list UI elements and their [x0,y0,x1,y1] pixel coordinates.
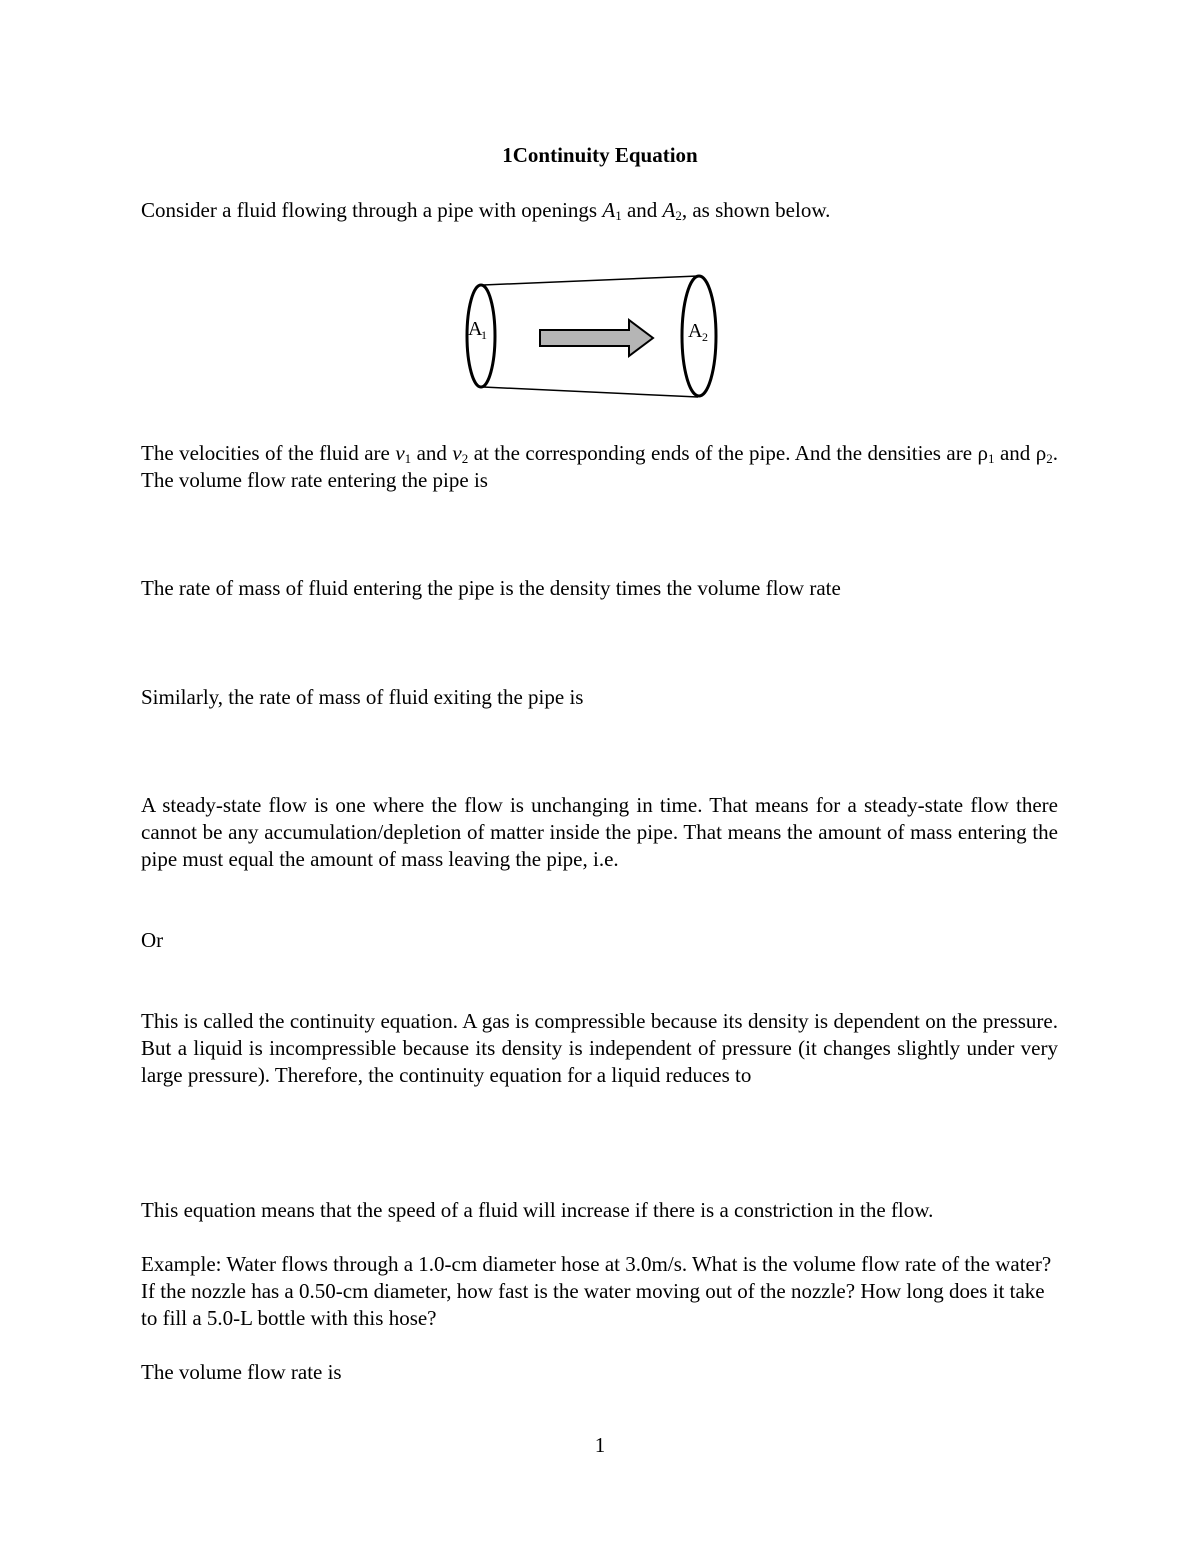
intro-text-and: and [621,198,663,222]
page-number: 1 [594,1433,606,1457]
velocities-text-3: at the corresponding ends of the pipe. And the densities are [468,441,978,465]
var-rho2-subscript: 2 [1046,451,1053,466]
page-title: 1Continuity Equation [502,143,698,167]
speed-paragraph: This equation means that the speed of a fluid will increase if there is a constriction in the flow. [141,1198,934,1222]
label-a1: A [468,318,483,340]
intro-paragraph [141,197,1058,224]
velocities-text-2: and [411,441,453,465]
volume-flow-paragraph: The volume flow rate is [141,1360,342,1384]
var-rho2: ρ [1035,441,1047,465]
continuity-paragraph: This is called the continuity equation. A gas is compressible because its density is dependent on the pressure. But a liquid is incompressible because its density is independent of pressure (it changes slightly under very large pressure). Therefore, the continuity equation for a liquid reduces to [141,1009,1058,1087]
var-v2: v [452,441,462,465]
or-paragraph: Or [141,928,164,952]
var-a2-subscript: 2 [675,208,682,223]
var-v1-subscript: 1 [404,451,412,466]
velocities-text-5: . The volume flow rate entering the pipe is [141,441,1058,492]
pipe-bottom-edge [483,387,698,397]
pipe-top-edge [483,276,698,285]
pipe-diagram [462,272,724,402]
mass-entering-paragraph: The rate of mass of fluid entering the pipe is the density times the volume flow rate [141,576,841,600]
var-a2: A [662,198,676,222]
var-v2-subscript: 2 [461,451,469,466]
var-rho1: ρ [977,441,989,465]
var-rho1-subscript: 1 [988,451,995,466]
label-a2-subscript: 2 [702,330,708,344]
example-paragraph: Example: Water flows through a 1.0-cm diameter hose at 3.0m/s. What is the volume flow rate of the water? If the nozzle has a 0.50-cm diameter, how fast is the water moving out of the nozzle? How long does it take to fill a 5.0-L bottle with this hose? [141,1252,1052,1330]
mass-exiting-paragraph: Similarly, the rate of mass of fluid exiting the pipe is [141,685,584,709]
velocities-text-4: and [994,441,1036,465]
var-v1: v [395,441,405,465]
steady-state-paragraph: A steady-state flow is one where the flow is unchanging in time. That means for a steady-state flow there cannot be any accumulation/depletion of matter inside the pipe. That means the amount of mass entering the pipe must equal the amount of mass leaving the pipe, i.e. [141,793,1058,871]
label-a1-subscript: 1 [481,328,487,342]
velocities-text-1: The velocities of the fluid are [141,441,396,465]
label-a2: A [688,320,703,342]
flow-arrow-icon [540,320,653,356]
var-a1-subscript: 1 [615,208,622,223]
velocities-paragraph [141,440,1058,494]
intro-text-before: Consider a fluid flowing through a pipe with openings [141,198,603,222]
var-a1: A [602,198,616,222]
intro-text-after: , as shown below. [681,198,831,222]
